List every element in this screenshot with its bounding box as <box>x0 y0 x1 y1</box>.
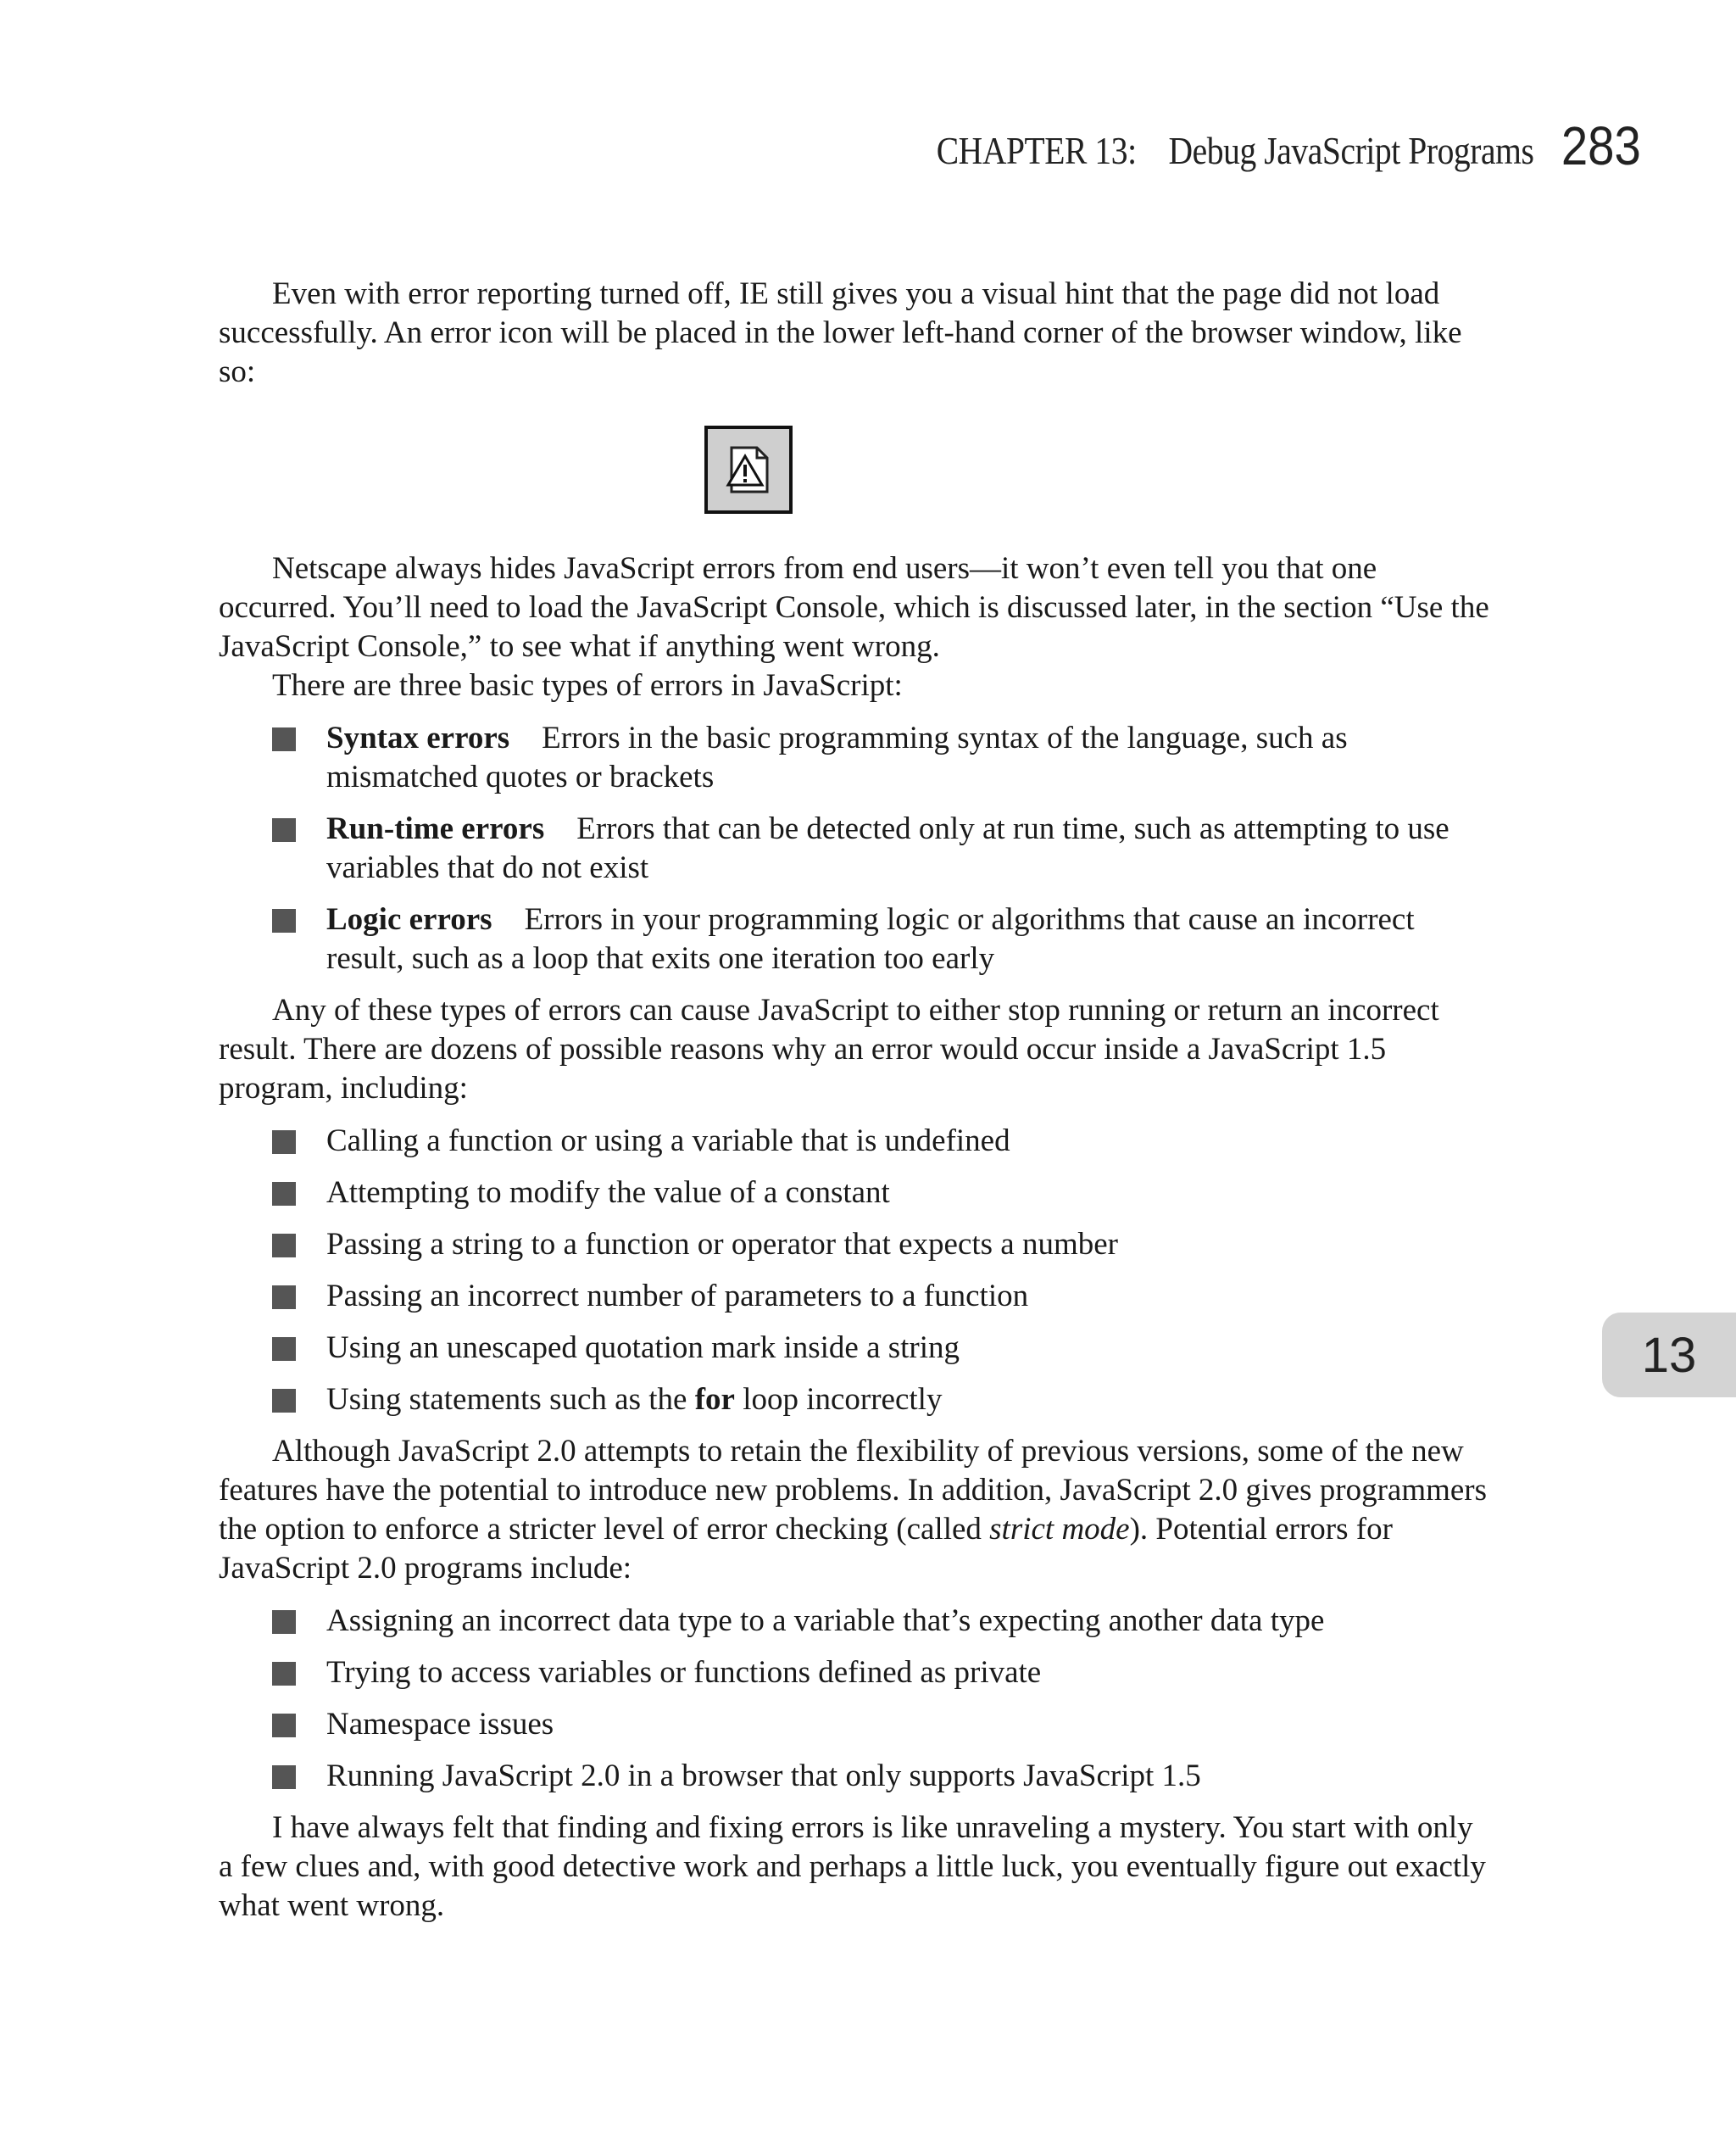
chapter-thumb-tab: 13 <box>1602 1313 1736 1397</box>
list-item <box>219 1602 1490 1641</box>
square-bullet-icon <box>272 1389 296 1413</box>
list-item <box>219 1122 1490 1161</box>
page-body <box>219 275 1490 1926</box>
warning-page-icon <box>720 441 777 499</box>
strict-mode-term: strict mode <box>989 1512 1130 1547</box>
paragraph-text: Although JavaScript 2.0 attempts to retain the flexibility of previous versions, some of the new features have the potential to introduce new problems. In addition, JavaScript 2.0 gives programmers the option to enforce a stricter level of error checking (called <box>219 1434 1488 1547</box>
term: Syntax errors <box>326 721 510 755</box>
list-item-text: Attempting to modify the value of a constant <box>326 1175 890 1210</box>
list-item-text: Trying to access variables or functions defined as private <box>326 1655 1042 1690</box>
term: Logic errors <box>326 902 492 937</box>
term-description: Errors in the basic programming syntax of the language, such as mismatched quotes or brackets <box>326 721 1348 794</box>
chapter-number: CHAPTER 13: <box>936 129 1137 172</box>
paragraph <box>219 1432 1490 1588</box>
square-bullet-icon <box>272 1130 296 1154</box>
js15-error-reasons-list <box>219 1122 1490 1419</box>
paragraph: Even with error reporting turned off, IE still gives you a visual hint that the page did not load successfully. An error icon will be placed in the lower left-hand corner of the browser window, like so: <box>219 276 1462 389</box>
list-item-text: Calling a function or using a variable that is undefined <box>326 1123 1010 1158</box>
square-bullet-icon <box>272 1285 296 1309</box>
square-bullet-icon <box>272 1610 296 1634</box>
square-bullet-icon <box>272 1765 296 1789</box>
list-item-text: Passing an incorrect number of parameters to a function <box>326 1279 1029 1313</box>
list-item-text: Assigning an incorrect data type to a variable that’s expecting another data type <box>326 1603 1325 1638</box>
running-header <box>839 115 1641 176</box>
list-item <box>219 1653 1490 1692</box>
list-item <box>219 1757 1490 1796</box>
page-number: 283 <box>1561 115 1641 176</box>
term: Run-time errors <box>326 811 545 846</box>
list-item-text: Passing a string to a function or operator that expects a number <box>326 1227 1118 1262</box>
list-item-text: Running JavaScript 2.0 in a browser that only supports JavaScript 1.5 <box>326 1759 1201 1793</box>
error-icon-figure <box>219 426 1490 514</box>
list-item <box>219 900 1490 978</box>
for-keyword: for <box>694 1382 735 1417</box>
paragraph-text: ). Potential errors for JavaScript 2.0 programs include: <box>219 1512 1393 1586</box>
list-item <box>219 719 1490 797</box>
list-item <box>219 1225 1490 1264</box>
list-item <box>219 1173 1490 1212</box>
list-item-text: Using an unescaped quotation mark inside a string <box>326 1330 960 1365</box>
list-item <box>219 1329 1490 1368</box>
square-bullet-icon <box>272 1662 296 1686</box>
term-description: Errors in your programming logic or algorithms that cause an incorrect result, such as a loop that exits one iteration too early <box>326 902 1415 976</box>
paragraph: I have always felt that finding and fixing errors is like unraveling a mystery. You start with only a few clues and, with good detective work and perhaps a little luck, you eventually figure out exactly what went wrong. <box>219 1810 1486 1923</box>
term-description: Errors that can be detected only at run time, such as attempting to use variables that do not exist <box>326 811 1449 885</box>
square-bullet-icon <box>272 909 296 933</box>
square-bullet-icon <box>272 727 296 751</box>
list-item <box>219 1380 1490 1419</box>
square-bullet-icon <box>272 1337 296 1361</box>
chapter-heading <box>936 128 1533 173</box>
square-bullet-icon <box>272 818 296 842</box>
paragraph: There are three basic types of errors in JavaScript: <box>272 668 903 703</box>
chapter-title: Debug JavaScript Programs <box>1168 129 1534 172</box>
list-item <box>219 1277 1490 1316</box>
paragraph: Netscape always hides JavaScript errors from end users—it won’t even tell you that one occurred. You’ll need to load the JavaScript Console, which is discussed later, in the section “Use the JavaScript Console,” to see what if anything went wrong. <box>219 551 1489 664</box>
list-item <box>219 1705 1490 1744</box>
list-item <box>219 810 1490 888</box>
list-item-text: Using statements such as the <box>326 1382 695 1417</box>
js20-error-list <box>219 1602 1490 1796</box>
square-bullet-icon <box>272 1182 296 1206</box>
list-item-text: Namespace issues <box>326 1707 554 1742</box>
square-bullet-icon <box>272 1234 296 1257</box>
error-types-list <box>219 719 1490 978</box>
ie-error-warning-icon <box>704 426 793 514</box>
square-bullet-icon <box>272 1714 296 1737</box>
paragraph: Any of these types of errors can cause JavaScript to either stop running or return an incorrect result. There are dozens of possible reasons why an error would occur inside a JavaScript 1.5 program, including: <box>219 993 1439 1106</box>
list-item-text: loop incorrectly <box>734 1382 943 1417</box>
